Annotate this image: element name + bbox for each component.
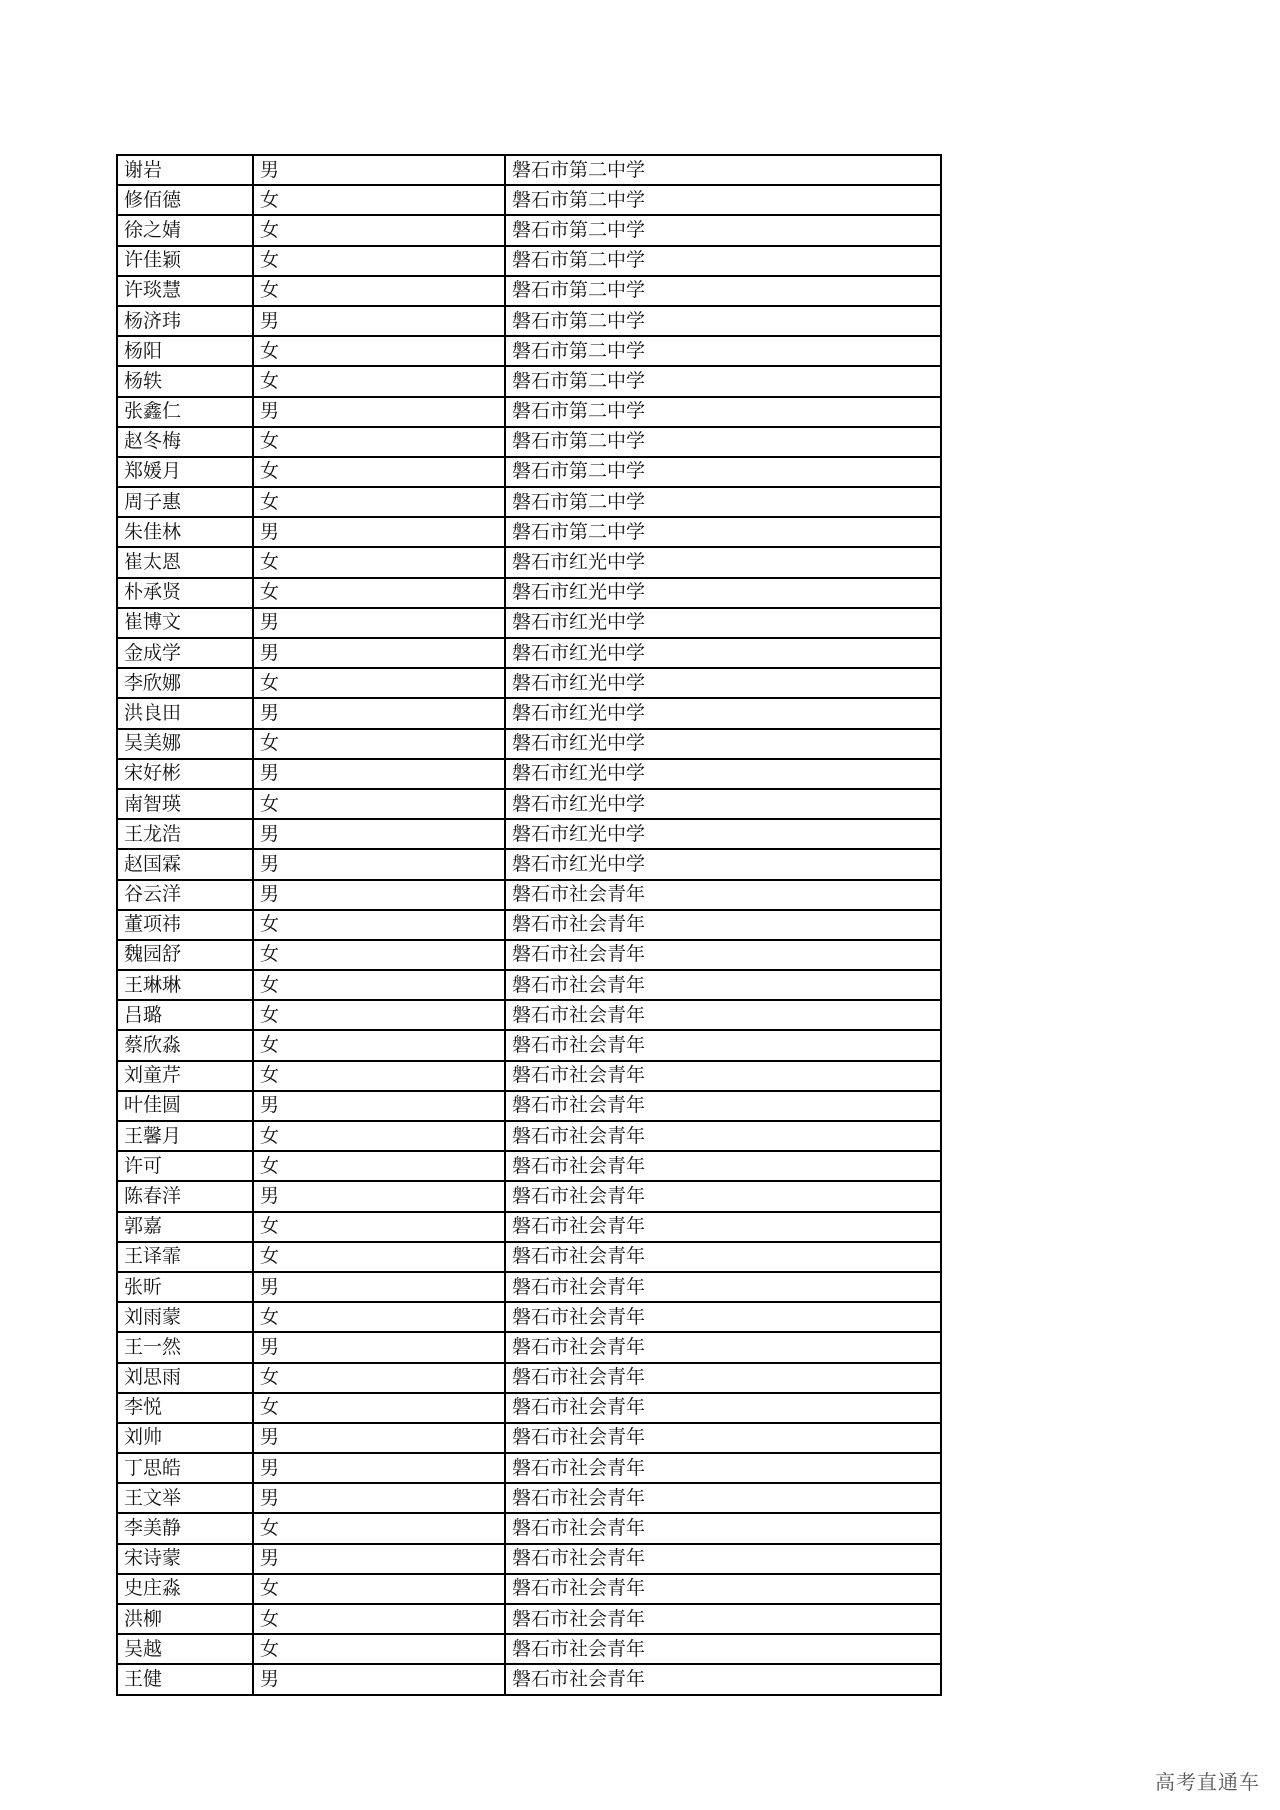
name-cell: 崔太恩 xyxy=(117,547,253,577)
school-cell: 磐石市第二中学 xyxy=(505,185,941,215)
table-row xyxy=(117,1061,941,1091)
table-row xyxy=(117,547,941,577)
name-cell: 赵冬梅 xyxy=(117,427,253,457)
gender-cell: 女 xyxy=(253,1000,505,1030)
school-cell: 磐石市第二中学 xyxy=(505,487,941,517)
school-cell: 磐石市第二中学 xyxy=(505,155,941,185)
name-cell: 宋好彬 xyxy=(117,759,253,789)
name-cell: 史庄淼 xyxy=(117,1574,253,1604)
table-row xyxy=(117,729,941,759)
school-cell: 磐石市第二中学 xyxy=(505,306,941,336)
school-cell: 磐石市第二中学 xyxy=(505,457,941,487)
name-cell: 洪良田 xyxy=(117,698,253,728)
school-cell: 磐石市社会青年 xyxy=(505,1212,941,1242)
school-cell: 磐石市社会青年 xyxy=(505,1393,941,1423)
name-cell: 赵国霖 xyxy=(117,849,253,879)
table-row xyxy=(117,789,941,819)
gender-cell: 女 xyxy=(253,276,505,306)
school-cell: 磐石市社会青年 xyxy=(505,1604,941,1634)
gender-cell: 男 xyxy=(253,1664,505,1694)
table-row xyxy=(117,1453,941,1483)
table-row xyxy=(117,759,941,789)
name-cell: 王一然 xyxy=(117,1332,253,1362)
name-cell: 吴美娜 xyxy=(117,729,253,759)
roster-table xyxy=(116,154,942,1696)
name-cell: 张昕 xyxy=(117,1272,253,1302)
table-row xyxy=(117,276,941,306)
name-cell: 王龙浩 xyxy=(117,819,253,849)
school-cell: 磐石市社会青年 xyxy=(505,1242,941,1272)
name-cell: 南智瑛 xyxy=(117,789,253,819)
gender-cell: 女 xyxy=(253,578,505,608)
table-row xyxy=(117,336,941,366)
name-cell: 吕璐 xyxy=(117,1000,253,1030)
name-cell: 崔博文 xyxy=(117,608,253,638)
school-cell: 磐石市第二中学 xyxy=(505,246,941,276)
school-cell: 磐石市社会青年 xyxy=(505,970,941,1000)
name-cell: 杨轶 xyxy=(117,366,253,396)
table-row xyxy=(117,1242,941,1272)
table-row xyxy=(117,578,941,608)
gender-cell: 男 xyxy=(253,819,505,849)
table-row xyxy=(117,1513,941,1543)
name-cell: 徐之婧 xyxy=(117,215,253,245)
gender-cell: 男 xyxy=(253,1181,505,1211)
table-row xyxy=(117,185,941,215)
table-row xyxy=(117,940,941,970)
table-row xyxy=(117,1574,941,1604)
gender-cell: 女 xyxy=(253,1604,505,1634)
gender-cell: 男 xyxy=(253,880,505,910)
gender-cell: 男 xyxy=(253,306,505,336)
school-cell: 磐石市社会青年 xyxy=(505,1272,941,1302)
school-cell: 磐石市红光中学 xyxy=(505,729,941,759)
school-cell: 磐石市红光中学 xyxy=(505,819,941,849)
name-cell: 宋诗蒙 xyxy=(117,1544,253,1574)
table-row xyxy=(117,246,941,276)
name-cell: 吴越 xyxy=(117,1634,253,1664)
table-row xyxy=(117,1151,941,1181)
gender-cell: 女 xyxy=(253,1061,505,1091)
gender-cell: 女 xyxy=(253,547,505,577)
name-cell: 许佳颖 xyxy=(117,246,253,276)
table-row xyxy=(117,1363,941,1393)
gender-cell: 男 xyxy=(253,397,505,427)
roster-body xyxy=(117,155,941,1695)
gender-cell: 女 xyxy=(253,1363,505,1393)
table-row xyxy=(117,1000,941,1030)
gender-cell: 女 xyxy=(253,246,505,276)
gender-cell: 女 xyxy=(253,1393,505,1423)
gender-cell: 女 xyxy=(253,457,505,487)
school-cell: 磐石市社会青年 xyxy=(505,1664,941,1694)
school-cell: 磐石市第二中学 xyxy=(505,517,941,547)
school-cell: 磐石市社会青年 xyxy=(505,910,941,940)
name-cell: 蔡欣淼 xyxy=(117,1030,253,1060)
name-cell: 金成学 xyxy=(117,638,253,668)
table-row xyxy=(117,1604,941,1634)
gender-cell: 男 xyxy=(253,517,505,547)
school-cell: 磐石市红光中学 xyxy=(505,608,941,638)
table-row xyxy=(117,638,941,668)
gender-cell: 男 xyxy=(253,1453,505,1483)
gender-cell: 女 xyxy=(253,910,505,940)
name-cell: 张鑫仁 xyxy=(117,397,253,427)
table-row xyxy=(117,819,941,849)
name-cell: 刘童芹 xyxy=(117,1061,253,1091)
school-cell: 磐石市社会青年 xyxy=(505,1030,941,1060)
gender-cell: 女 xyxy=(253,1212,505,1242)
name-cell: 修佰德 xyxy=(117,185,253,215)
school-cell: 磐石市社会青年 xyxy=(505,1332,941,1362)
school-cell: 磐石市红光中学 xyxy=(505,789,941,819)
school-cell: 磐石市社会青年 xyxy=(505,1544,941,1574)
gender-cell: 男 xyxy=(253,1544,505,1574)
gender-cell: 女 xyxy=(253,487,505,517)
gender-cell: 男 xyxy=(253,608,505,638)
table-row xyxy=(117,1544,941,1574)
gender-cell: 男 xyxy=(253,849,505,879)
gender-cell: 女 xyxy=(253,1030,505,1060)
gender-cell: 男 xyxy=(253,759,505,789)
school-cell: 磐石市社会青年 xyxy=(505,1634,941,1664)
table-row xyxy=(117,1091,941,1121)
name-cell: 郑媛月 xyxy=(117,457,253,487)
table-row xyxy=(117,880,941,910)
table-row xyxy=(117,366,941,396)
gender-cell: 女 xyxy=(253,970,505,1000)
school-cell: 磐石市社会青年 xyxy=(505,940,941,970)
school-cell: 磐石市社会青年 xyxy=(505,1000,941,1030)
table-row xyxy=(117,1634,941,1664)
school-cell: 磐石市第二中学 xyxy=(505,215,941,245)
name-cell: 董项祎 xyxy=(117,910,253,940)
name-cell: 王馨月 xyxy=(117,1121,253,1151)
name-cell: 郭嘉 xyxy=(117,1212,253,1242)
name-cell: 朴承贤 xyxy=(117,578,253,608)
gender-cell: 女 xyxy=(253,215,505,245)
gender-cell: 女 xyxy=(253,366,505,396)
gender-cell: 女 xyxy=(253,1513,505,1543)
name-cell: 王文举 xyxy=(117,1483,253,1513)
gender-cell: 女 xyxy=(253,185,505,215)
gender-cell: 女 xyxy=(253,940,505,970)
name-cell: 洪柳 xyxy=(117,1604,253,1634)
table-row xyxy=(117,1302,941,1332)
school-cell: 磐石市社会青年 xyxy=(505,1302,941,1332)
table-row xyxy=(117,1030,941,1060)
table-row xyxy=(117,1121,941,1151)
school-cell: 磐石市社会青年 xyxy=(505,1121,941,1151)
table-row xyxy=(117,306,941,336)
name-cell: 杨济玮 xyxy=(117,306,253,336)
name-cell: 王健 xyxy=(117,1664,253,1694)
table-row xyxy=(117,1664,941,1694)
name-cell: 李欣娜 xyxy=(117,668,253,698)
school-cell: 磐石市社会青年 xyxy=(505,1423,941,1453)
school-cell: 磐石市第二中学 xyxy=(505,397,941,427)
school-cell: 磐石市社会青年 xyxy=(505,1483,941,1513)
gender-cell: 女 xyxy=(253,668,505,698)
name-cell: 叶佳圆 xyxy=(117,1091,253,1121)
gender-cell: 女 xyxy=(253,1151,505,1181)
table-row xyxy=(117,668,941,698)
school-cell: 磐石市第二中学 xyxy=(505,427,941,457)
table-row xyxy=(117,1423,941,1453)
school-cell: 磐石市社会青年 xyxy=(505,1453,941,1483)
school-cell: 磐石市社会青年 xyxy=(505,1363,941,1393)
name-cell: 刘思雨 xyxy=(117,1363,253,1393)
table-row xyxy=(117,1181,941,1211)
gender-cell: 男 xyxy=(253,1091,505,1121)
gender-cell: 男 xyxy=(253,698,505,728)
name-cell: 李美静 xyxy=(117,1513,253,1543)
school-cell: 磐石市红光中学 xyxy=(505,638,941,668)
table-row xyxy=(117,1483,941,1513)
gender-cell: 男 xyxy=(253,638,505,668)
gender-cell: 女 xyxy=(253,1574,505,1604)
table-row xyxy=(117,517,941,547)
name-cell: 王译霏 xyxy=(117,1242,253,1272)
school-cell: 磐石市红光中学 xyxy=(505,578,941,608)
table-row xyxy=(117,397,941,427)
name-cell: 王琳琳 xyxy=(117,970,253,1000)
gender-cell: 女 xyxy=(253,729,505,759)
table-row xyxy=(117,1272,941,1302)
table-row xyxy=(117,910,941,940)
name-cell: 刘雨蒙 xyxy=(117,1302,253,1332)
gender-cell: 女 xyxy=(253,1634,505,1664)
school-cell: 磐石市社会青年 xyxy=(505,1513,941,1543)
table-row xyxy=(117,970,941,1000)
name-cell: 谷云洋 xyxy=(117,880,253,910)
school-cell: 磐石市社会青年 xyxy=(505,1151,941,1181)
table-row xyxy=(117,487,941,517)
gender-cell: 女 xyxy=(253,789,505,819)
name-cell: 许琰慧 xyxy=(117,276,253,306)
table-row xyxy=(117,1393,941,1423)
name-cell: 丁思皓 xyxy=(117,1453,253,1483)
table-row xyxy=(117,155,941,185)
school-cell: 磐石市红光中学 xyxy=(505,668,941,698)
table-row xyxy=(117,215,941,245)
name-cell: 朱佳林 xyxy=(117,517,253,547)
name-cell: 刘帅 xyxy=(117,1423,253,1453)
school-cell: 磐石市社会青年 xyxy=(505,1061,941,1091)
school-cell: 磐石市红光中学 xyxy=(505,759,941,789)
name-cell: 谢岩 xyxy=(117,155,253,185)
name-cell: 许可 xyxy=(117,1151,253,1181)
gender-cell: 男 xyxy=(253,1272,505,1302)
school-cell: 磐石市社会青年 xyxy=(505,1181,941,1211)
school-cell: 磐石市红光中学 xyxy=(505,698,941,728)
school-cell: 磐石市第二中学 xyxy=(505,336,941,366)
school-cell: 磐石市第二中学 xyxy=(505,276,941,306)
name-cell: 李悦 xyxy=(117,1393,253,1423)
school-cell: 磐石市社会青年 xyxy=(505,880,941,910)
gender-cell: 女 xyxy=(253,1302,505,1332)
table-row xyxy=(117,427,941,457)
school-cell: 磐石市红光中学 xyxy=(505,849,941,879)
gender-cell: 女 xyxy=(253,336,505,366)
school-cell: 磐石市社会青年 xyxy=(505,1574,941,1604)
gender-cell: 女 xyxy=(253,1242,505,1272)
name-cell: 魏园舒 xyxy=(117,940,253,970)
gender-cell: 男 xyxy=(253,1332,505,1362)
school-cell: 磐石市红光中学 xyxy=(505,547,941,577)
name-cell: 杨阳 xyxy=(117,336,253,366)
table-row xyxy=(117,1332,941,1362)
gender-cell: 男 xyxy=(253,1423,505,1453)
watermark-text: 高考直通车 xyxy=(1155,1770,1260,1794)
gender-cell: 女 xyxy=(253,427,505,457)
table-row xyxy=(117,849,941,879)
school-cell: 磐石市社会青年 xyxy=(505,1091,941,1121)
gender-cell: 男 xyxy=(253,1483,505,1513)
gender-cell: 男 xyxy=(253,155,505,185)
table-row xyxy=(117,608,941,638)
name-cell: 周子惠 xyxy=(117,487,253,517)
school-cell: 磐石市第二中学 xyxy=(505,366,941,396)
table-row xyxy=(117,698,941,728)
gender-cell: 女 xyxy=(253,1121,505,1151)
table-row xyxy=(117,1212,941,1242)
table-row xyxy=(117,457,941,487)
name-cell: 陈春洋 xyxy=(117,1181,253,1211)
